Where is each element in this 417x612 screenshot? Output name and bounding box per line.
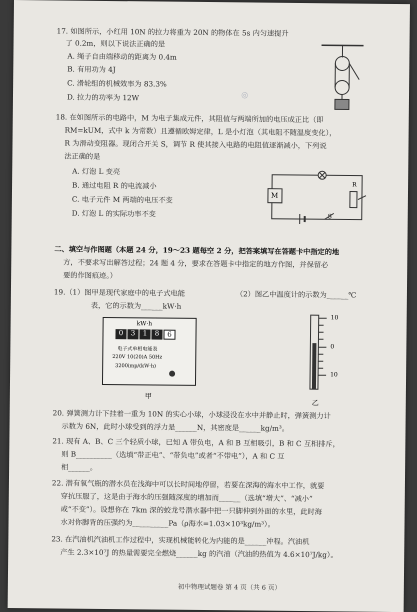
q18-line3: R 为滑动变阻器。现闭合开关 S，调节 R 使其接入电路的电阻值逐渐减小，下列说 (64, 139, 326, 151)
q18-line1: 18. 在如图所示的电路中，M 为电子集成元件，其阻值与两端所加的电压成正比（即 (56, 112, 324, 124)
meter-unit: kW·h (137, 320, 153, 327)
q17-option-d: D. 拉力的功率为 12W (67, 93, 139, 103)
meter-text-3: 3200imp/(kW·h) (115, 363, 156, 369)
meter-digit: 0 (115, 329, 126, 339)
q23-line1: 23. 在汽油机汽油机工作过程中，实现机械能转化为内能的是______冲程。汽油机 (51, 534, 309, 546)
q18-option-d: D. 灯泡 L 的实际功率不变 (72, 209, 156, 219)
q19-line1: 19.（1）图甲是现代家庭中的电子式电能 (54, 287, 185, 297)
component-m-label: M (271, 192, 278, 200)
q23-line2: 产生 2.3×10⁷J 的热量需要完全燃烧______kg 的汽油（汽油的热值为 4.6×10⁷J/kg）。 (60, 548, 338, 560)
q17-line1: 17. 如图所示，小红用 10N 的拉力将重为 20N 的物体在 5s 内匀速提升 (57, 26, 289, 37)
q17-option-b: B. 有用功为 4J (67, 65, 115, 75)
meter-digit: 1 (139, 329, 150, 339)
q18-line4: 法正确的是 (64, 152, 100, 161)
q22-line4: 水对你脚背的压强约为__________Pa（ρ海水=1.03×10³kg/m³）。 (60, 518, 274, 529)
thermo-tick-bottom: 10 (330, 371, 338, 378)
q21-line3: 相______。 (61, 463, 97, 472)
section2-line1: 二、填空与作图题（本题 24 分，19～23 题每空 2 分，把答案填写在答题卡中指定的地 (54, 244, 339, 256)
exam-page (8, 0, 410, 612)
q18-option-b: B. 通过电阻 R 的电流减小 (72, 181, 157, 191)
watermark-stamp: ◎ (239, 89, 249, 100)
q18-option-a: A. 灯泡 L 变亮 (72, 167, 120, 177)
thermo-tick-top: 10 (331, 314, 339, 321)
energy-meter (102, 317, 197, 386)
q18-option-c: C. 电子元件 M 两端的电压不变 (72, 195, 173, 205)
meter-digit: 6 (163, 330, 175, 340)
thermometer (300, 315, 341, 395)
meter-digit: 8 (151, 329, 162, 339)
q17-option-a: A. 绳子自由端移动的距离为 0.4m (67, 52, 176, 62)
q17-line2: 了 0.2m，则以下说法正确的是 (66, 39, 166, 49)
meter-display (115, 329, 175, 340)
q22-line2: 穿抗压服了，这是由于海水的压强随深度的增加而______（选填“增大”、“减小” (61, 492, 313, 504)
q19-part2: （2）图乙中温度计的示数为______℃ (236, 289, 357, 299)
thermo-tick-mid: 0 (330, 343, 334, 350)
meter-digit: 3 (127, 329, 138, 339)
circuit-diagram (270, 169, 371, 230)
q17-option-c: C. 滑轮组的机械效率为 83.3% (67, 79, 167, 89)
q21-line1: 21. 现有 A、B、C 三个轻质小球，已知 A 带负电，A 和 B 互相吸引，B 和 C 互相排斥， (52, 436, 340, 448)
q22-line3: 或“不变”）。设想你在 7km 深的蛟龙号潜水器中把一只脚伸到外面的水里，此时海 (61, 505, 322, 517)
meter-indicator-light (169, 371, 175, 377)
pulley-figure (313, 43, 374, 114)
meter-text-2: 220V 10(20)A 50Hz (112, 354, 162, 361)
q22-line1: 22. 潜有氧气瓶的潜水员在浅海中可以长时间地停留，若要在深海的海水中工作，就要 (52, 478, 325, 490)
section2-line2: 方，不要求写出解答过程；24 题 4 分，要求在答题卡中指定的地方作图，并保留必 (63, 258, 328, 270)
page-footer: 初中物理试题卷 第 4 页（共 6 页） (178, 582, 281, 592)
caption-jia: 甲 (145, 391, 152, 401)
q20-line2: 示数为 6N，此时小球受到的浮力是______N，其密度是______kg/m³。 (61, 422, 288, 433)
switch-s-label: S (328, 213, 332, 220)
section2-line3: 要的作图痕迹。） (63, 271, 117, 281)
q18-line2: RM=kUM，式中 k 为常数）且遵循欧姆定律，L 是小灯泡（其电阻不随温度变化）， (65, 126, 337, 138)
q21-line2: 则 B__________（选填“带正电”、“带负电”或者“不带电”），A 和 C 互 (61, 450, 284, 461)
q19-line2: 表，它的示数为______kW·h (91, 301, 182, 311)
resistor-r-label: R (352, 182, 357, 189)
meter-text-1: 电子式单相电能表 (117, 345, 157, 352)
q20-line1: 20. 弹簧测力计下挂着一重为 10N 的实心小球，小球浸没在水中并静止时，弹簧测力计 (53, 408, 331, 420)
caption-yi: 乙 (312, 398, 319, 408)
